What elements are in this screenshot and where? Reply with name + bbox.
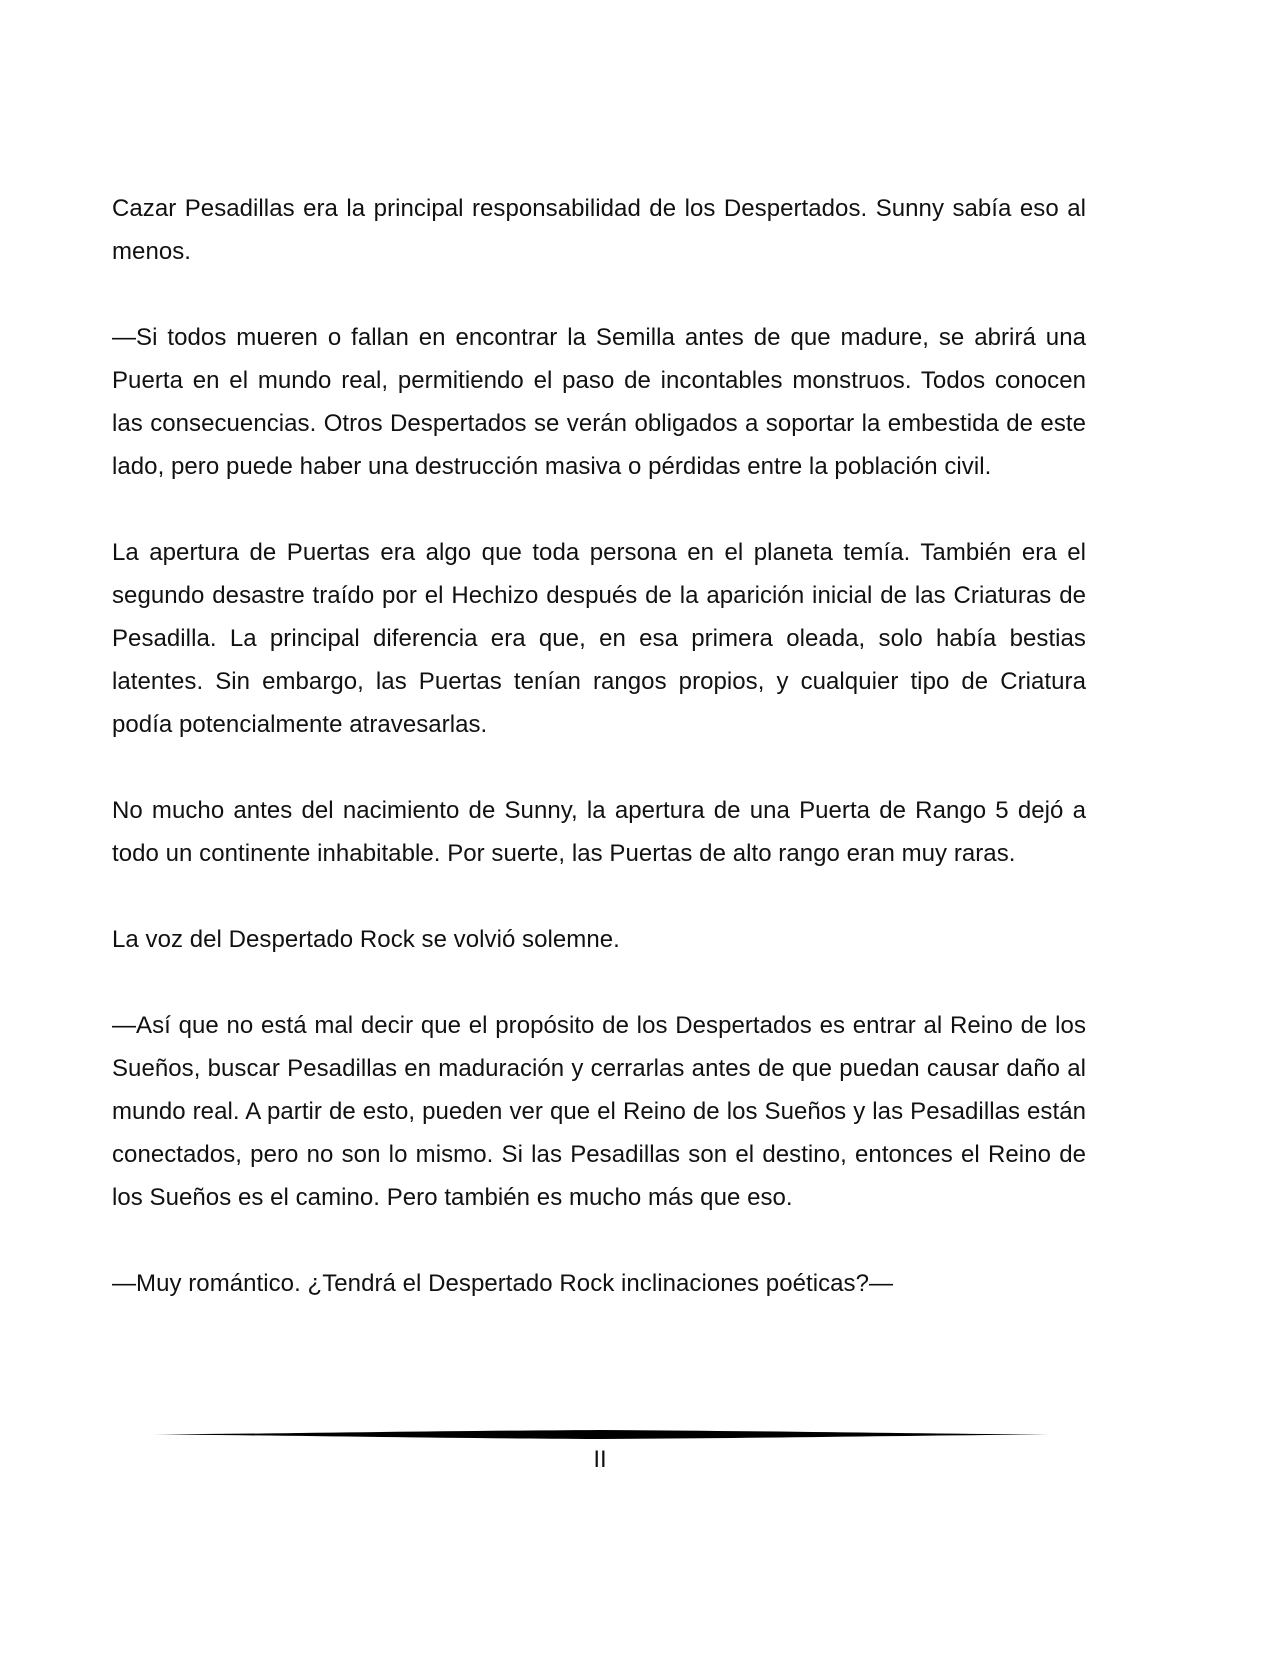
- paragraph: No mucho antes del nacimiento de Sunny, la apertura de una Puerta de Rango 5 dejó a todo un continente inhabitable. Por suerte, las Puertas de alto rango eran muy raras.: [112, 797, 1086, 867]
- paragraph: La voz del Despertado Rock se volvió solemne.: [112, 926, 620, 953]
- paragraph: La apertura de Puertas era algo que toda persona en el planeta temía. También era el segundo desastre traído por el Hechizo después de la aparición inicial de las Criaturas de Pesadilla. La principal diferencia era que, en esa primera oleada, solo había bestias latentes. Sin embargo, las Puertas tenían rangos propios, y cualquier tipo de Criatura podía potencialmente atravesarlas.: [112, 539, 1086, 738]
- paragraph: —Si todos mueren o fallan en encontrar la Semilla antes de que madure, se abrirá una Puerta en el mundo real, permitiendo el paso de incontables monstruos. Todos conocen las consecuencias. Otros Despertados se verán obligados a soportar la embestida de este lado, pero puede haber una destrucción masiva o pérdidas entre la población civil.: [112, 324, 1086, 480]
- page-number: II: [593, 1446, 607, 1473]
- footer-divider: [152, 1430, 1049, 1439]
- paragraph: Cazar Pesadillas era la principal responsabilidad de los Despertados. Sunny sabía eso al menos.: [112, 195, 1086, 265]
- page-body: [112, 187, 1086, 1305]
- divider-line: [152, 1430, 1049, 1439]
- paragraph: —Así que no está mal decir que el propósito de los Despertados es entrar al Reino de los Sueños, buscar Pesadillas en maduración y cerrarlas antes de que puedan causar daño al mundo real. A partir de esto, pueden ver que el Reino de los Sueños y las Pesadillas están conectados, pero no son lo mismo. Si las Pesadillas son el destino, entonces el Reino de los Sueños es el camino. Pero también es mucho más que eso.: [112, 1012, 1086, 1211]
- paragraph: —Muy romántico. ¿Tendrá el Despertado Rock inclinaciones poéticas?—: [112, 1270, 894, 1297]
